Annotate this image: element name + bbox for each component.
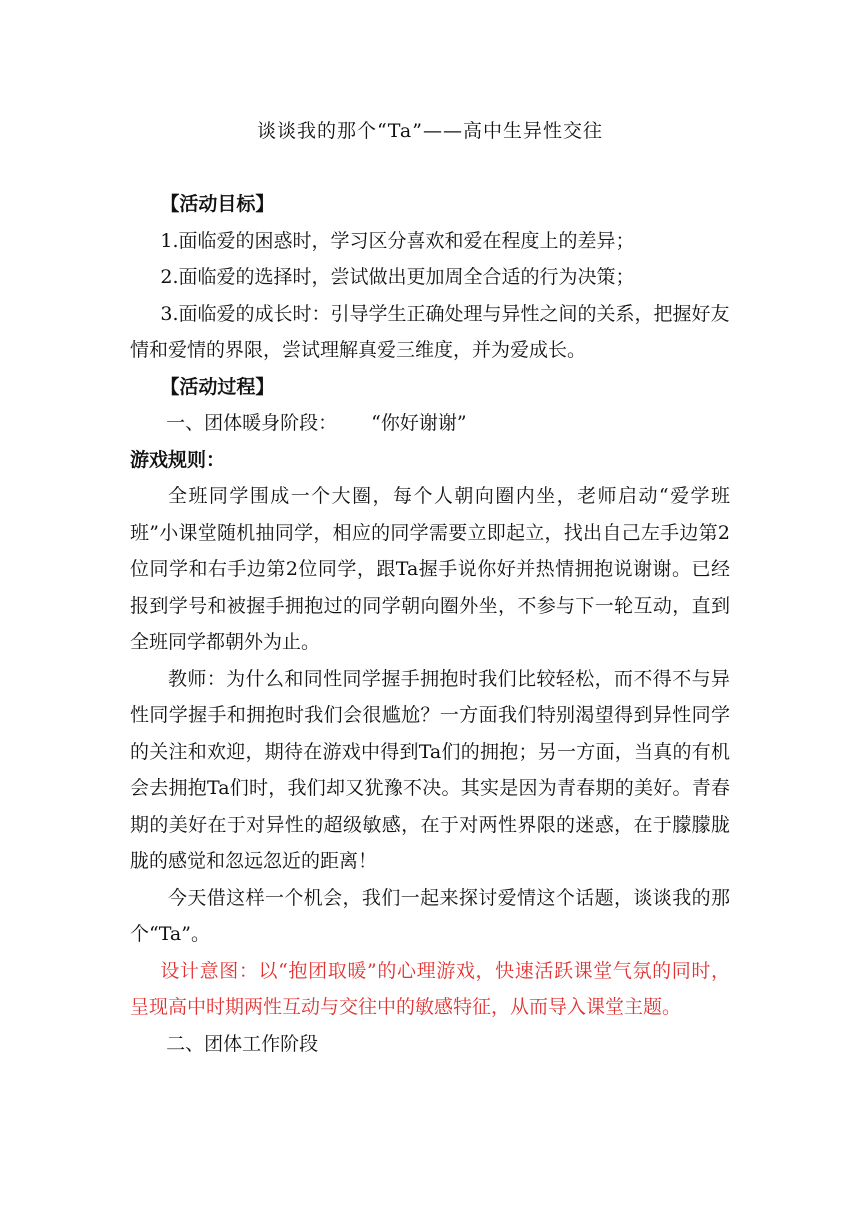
rules-heading: 游戏规则： (130, 448, 226, 471)
stage-one-game-name: “你好谢谢” (371, 412, 467, 434)
stage-two-line: 二、团体工作阶段 (166, 1032, 319, 1055)
objective-item: 3.面临爱的成长时：引导学生正确处理与异性之间的关系，把握好友情和爱情的界限，尝试理解真爱三维度，并为爱成长。 (130, 302, 730, 361)
objective-item: 1.面临爱的困惑时，学习区分喜欢和爱在程度上的差异； (160, 229, 635, 252)
objectives-heading: 【活动目标】 (160, 193, 275, 215)
today-paragraph: 今天借这样一个机会，我们一起来探讨爱情这个话题，谈谈我的那个“Ta”。 (130, 886, 730, 945)
process-heading: 【活动过程】 (160, 375, 275, 398)
stage-one-line (130, 405, 730, 442)
document-body (130, 186, 730, 1062)
teacher-paragraph: 教师：为什么和同性同学握手拥抱时我们比较轻松，而不得不与异性同学握手和拥抱时我们会很尴尬？一方面我们特别渴望得到异性同学的关注和欢迎，期待在游戏中得到Ta们的拥抱；另一方面，当真的有机会去拥抱Ta们时，我们却又犹豫不决。其实是因为青春期的美好。青春期的美好在于对异性的超级敏感，在于对两性界限的迷惑，在于朦朦胧胧的感觉和忽远忽近的距离！ (130, 667, 730, 872)
stage-one-label: 一、团体暖身阶段： (166, 412, 338, 434)
rules-paragraph: 全班同学围成一个大圈，每个人朝向圈内坐，老师启动“爱学班班”小课堂随机抽同学，相应的同学需要立即起立，找出自己左手边第2位同学和右手边第2位同学，跟Ta握手说你好并热情拥抱说谢谢。已经报到学号和被握手拥抱过的同学朝向圈外坐，不参与下一轮互动，直到全班同学都朝外为止。 (130, 485, 730, 653)
objective-item: 2.面临爱的选择时，尝试做出更加周全合适的行为决策； (160, 266, 635, 288)
document-title: 谈谈我的那个“Ta”——高中生异性交往 (257, 120, 603, 142)
design-intent-paragraph: 设计意图：以“抱团取暖”的心理游戏，快速活跃课堂气氛的同时，呈现高中时期两性互动与交往中的敏感特征，从而导入课堂主题。 (130, 959, 730, 1018)
